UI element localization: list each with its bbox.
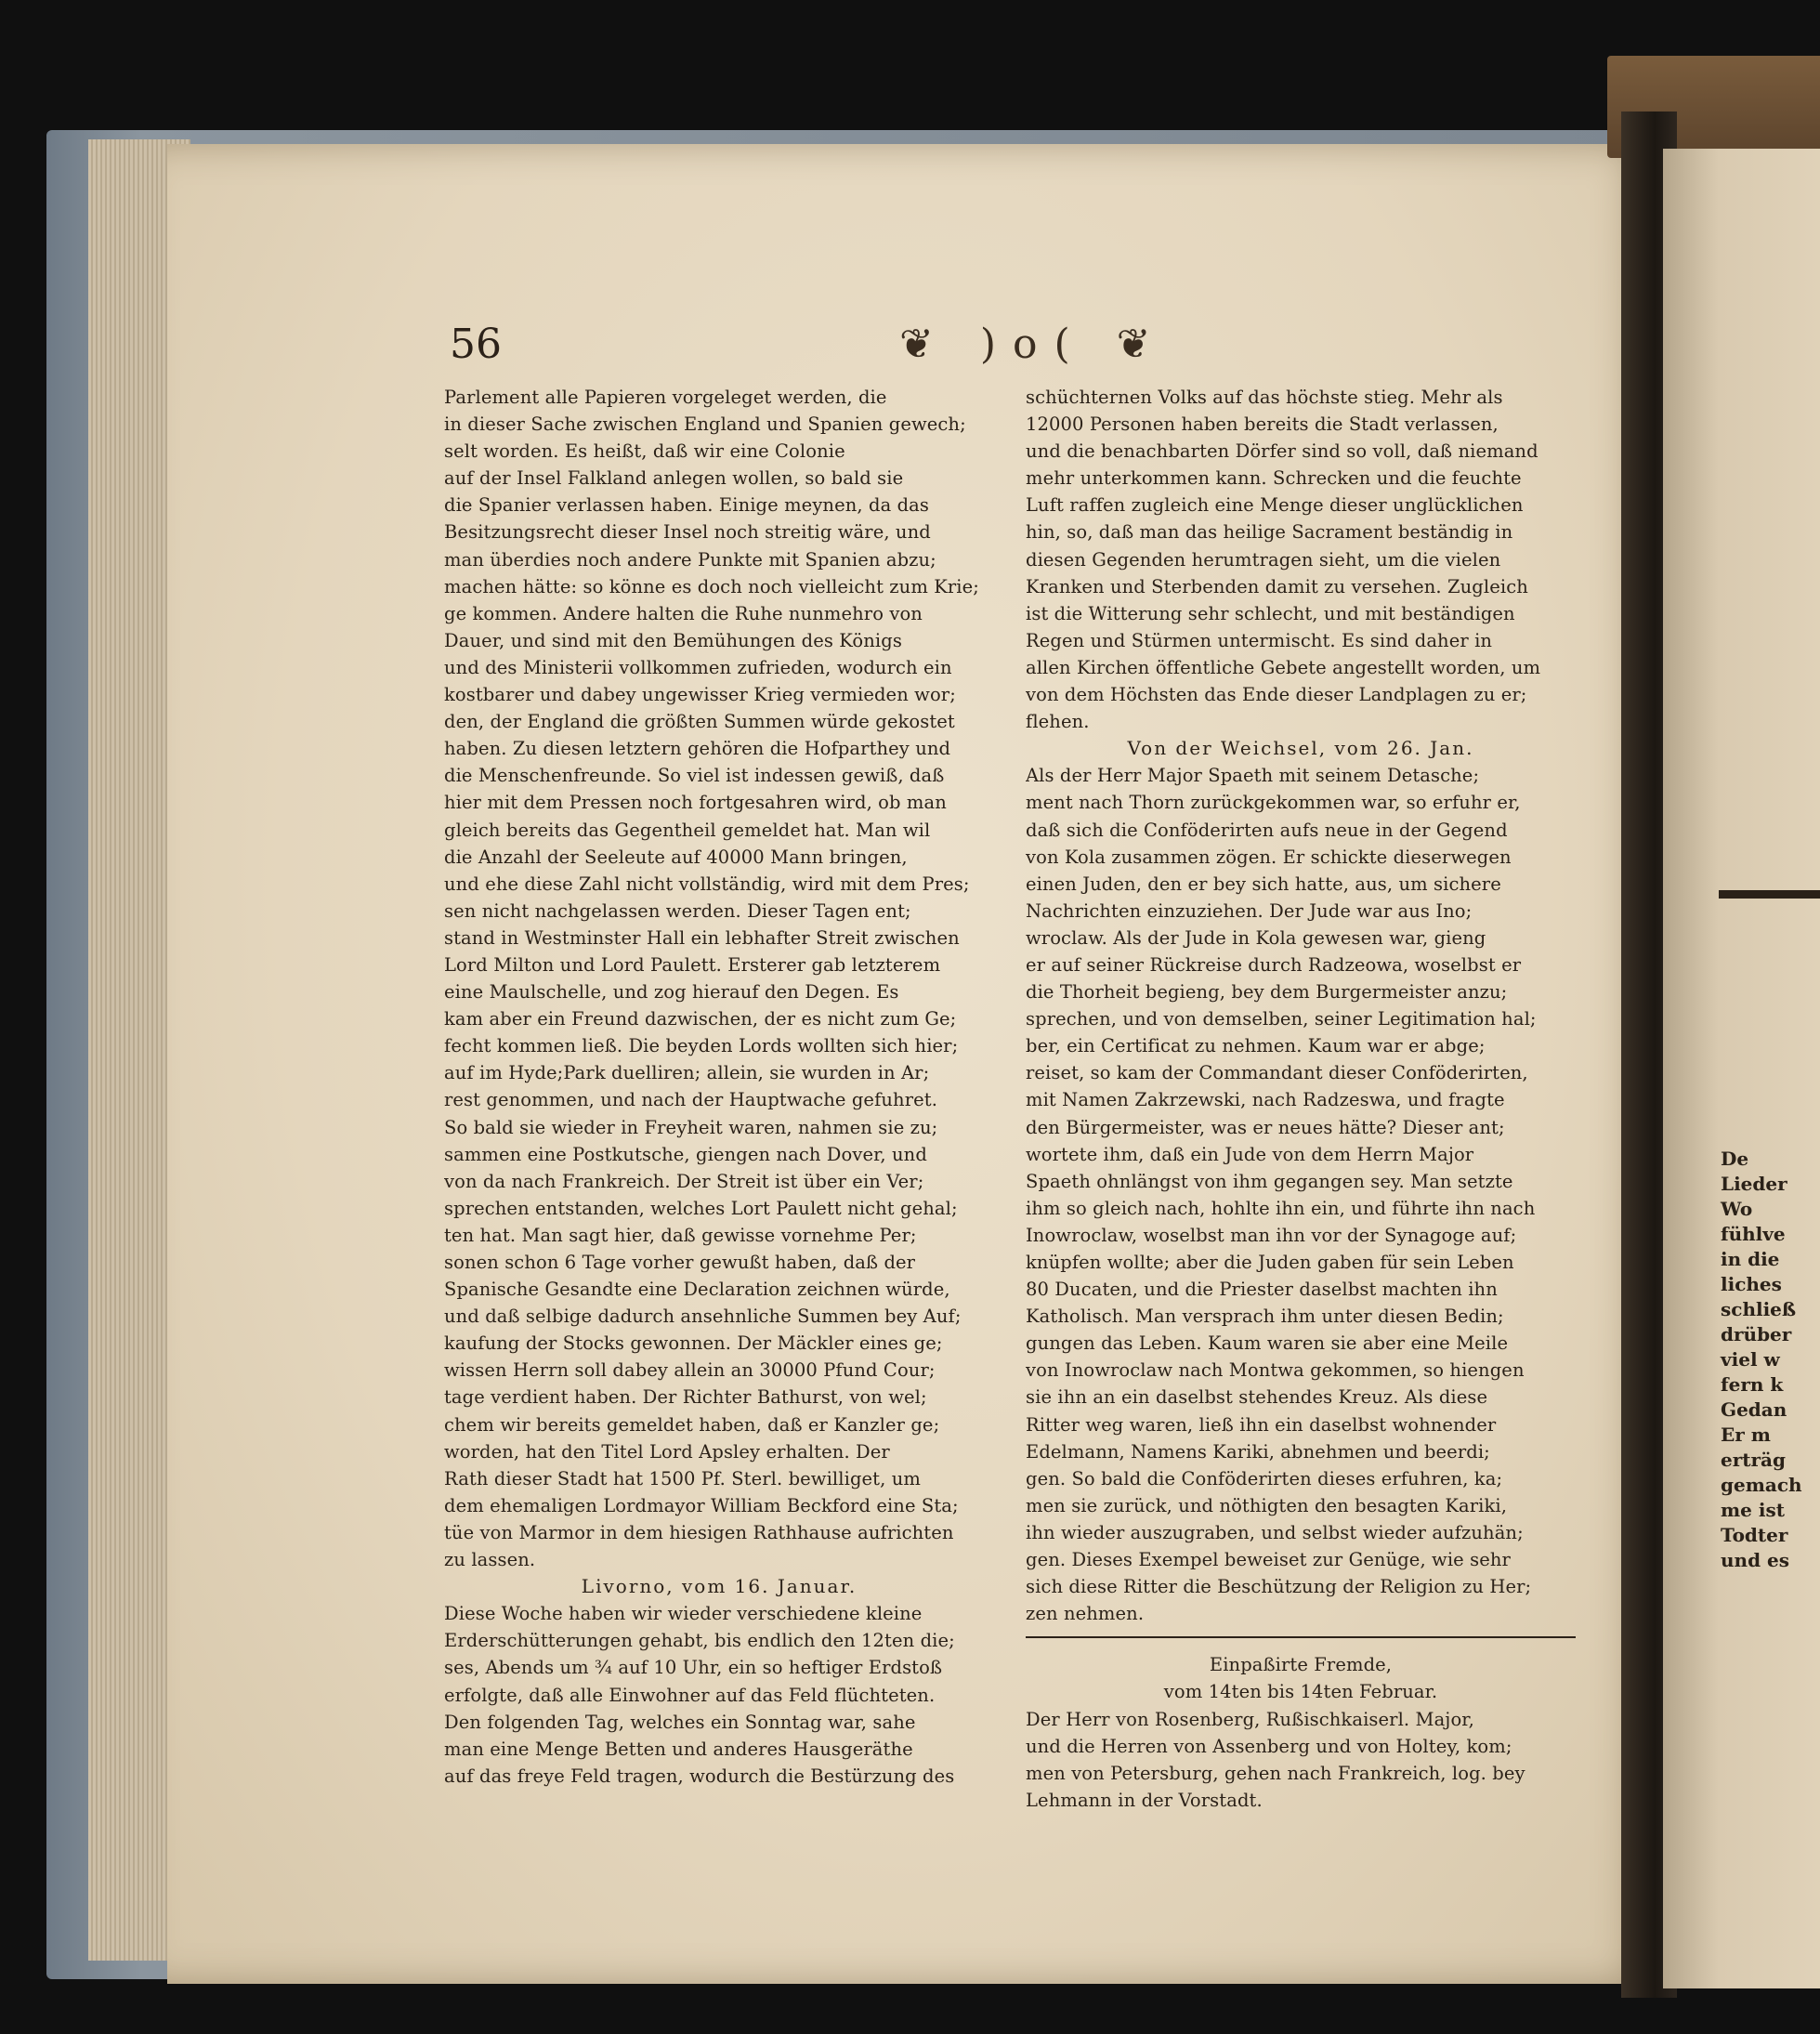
text-line: hier mit dem Pressen noch fortgesahren wird, ob man — [444, 792, 947, 814]
text-line: kostbarer und dabey ungewisser Krieg vermieden wor; — [444, 684, 956, 706]
text-line: schüchternen Volks auf das höchste stieg. Mehr als — [1026, 387, 1503, 408]
text-line: Den folgenden Tag, welches ein Sonntag war, sahe — [444, 1711, 916, 1733]
text-line: gungen das Leben. Kaum waren sie aber eine Meile — [1026, 1332, 1509, 1355]
text-line: men sie zurück, und nöthigten den besagten Kariki, — [1026, 1494, 1508, 1516]
fremde-list — [1026, 1706, 1576, 1814]
text-line: Luft raffen zugleich eine Menge dieser unglücklichen — [1026, 494, 1524, 517]
page-number: 56 — [450, 321, 502, 368]
text-line: ber, ein Certificat zu nehmen. Kaum war er abge; — [1026, 1035, 1486, 1057]
next-page-fragment: in die — [1721, 1248, 1780, 1270]
next-page-fragment: viel w — [1721, 1348, 1780, 1371]
next-page-fragment: liches — [1721, 1273, 1782, 1295]
next-page-fragment: Wo — [1721, 1198, 1753, 1220]
text-line: auf das freye Feld tragen, wodurch die Bestürzung des — [444, 1765, 955, 1787]
text-line: sonen schon 6 Tage vorher gewußt haben, daß der — [444, 1252, 916, 1273]
text-line: Spanische Gesandte eine Declaration zeichnen würde, — [444, 1279, 950, 1301]
right-column — [1026, 384, 1576, 1814]
london-report — [444, 384, 994, 1573]
text-line: die Spanier verlassen haben. Einige meynen, da das — [444, 494, 930, 517]
text-line: zu lassen. — [444, 1549, 536, 1571]
livorno-report-continued — [1026, 384, 1576, 735]
text-line: men von Petersburg, gehen nach Frankreich, log. bey — [1026, 1762, 1525, 1784]
text-line: ment nach Thorn zurückgekommen war, so erfuhr er, — [1026, 792, 1521, 814]
header-ornament: ❦ )o( ❦ — [899, 321, 1168, 368]
text-line: reiset, so kam der Commandant dieser Conföderirten, — [1026, 1062, 1528, 1084]
page-header — [444, 311, 1573, 386]
text-line: er auf seiner Rückreise durch Radzeowa, woselbst er — [1026, 953, 1522, 976]
text-line: von dem Höchsten das Ende dieser Landplagen zu er; — [1026, 684, 1527, 706]
next-page-fragment: fern k — [1721, 1373, 1784, 1396]
text-line: mit Namen Zakrzewski, nach Radzeswa, und fragte — [1026, 1089, 1505, 1111]
text-line: und daß selbige dadurch ansehnliche Summen bey Auf; — [444, 1306, 962, 1328]
text-line: sie ihn an ein daselbst stehendes Kreuz. Als diese — [1026, 1386, 1488, 1409]
text-line: Inowroclaw, woselbst man ihn vor der Synagoge auf; — [1026, 1224, 1517, 1246]
text-line: zen nehmen. — [1026, 1603, 1145, 1625]
text-line: Erderschütterungen gehabt, bis endlich den 12ten die; — [444, 1630, 955, 1652]
next-page-fragment: Todter — [1721, 1524, 1788, 1546]
weichsel-report — [1026, 762, 1576, 1627]
next-page-fragment: De — [1721, 1148, 1749, 1170]
text-line: Kranken und Sterbenden damit zu versehen. Zugleich — [1026, 575, 1528, 597]
text-line: flehen. — [1026, 711, 1090, 733]
text-line: die Anzahl der Seeleute auf 40000 Mann bringen, — [444, 846, 908, 868]
text-line: Ritter weg waren, ließ ihn ein daselbst wohnender — [1026, 1413, 1497, 1436]
text-line: So bald sie wieder in Freyheit waren, nahmen sie zu; — [444, 1116, 938, 1138]
text-line: ist die Witterung sehr schlecht, und mit beständigen — [1026, 602, 1515, 624]
text-line: Nachrichten einzuziehen. Der Jude war aus Ino; — [1026, 899, 1473, 922]
text-line: knüpfen wollte; aber die Juden gaben für sein Leben — [1026, 1252, 1514, 1273]
text-line: chem wir bereits gemeldet haben, daß er Kanzler ge; — [444, 1413, 940, 1436]
next-page-fragment: Gedan — [1721, 1398, 1787, 1421]
text-line: 80 Ducaten, und die Priester daselbst machten ihn — [1026, 1279, 1498, 1301]
text-line: wortete ihm, daß ein Jude von dem Herrn Major — [1026, 1143, 1474, 1165]
text-line: gleich bereits das Gegentheil gemeldet hat. Man wil — [444, 819, 931, 841]
text-line: ses, Abends um ¾ auf 10 Uhr, ein so heftiger Erdstoß — [444, 1657, 943, 1679]
text-line: sen nicht nachgelassen werden. Dieser Tagen ent; — [444, 899, 911, 922]
next-page-fragments — [1721, 1148, 1820, 1574]
text-line: wissen Herrn soll dabey allein an 30000 Pfund Cour; — [444, 1359, 936, 1382]
text-line: und des Ministerii vollkommen zufrieden, wodurch ein — [444, 656, 952, 678]
text-line: Rath dieser Stadt hat 1500 Pf. Sterl. bewilliget, um — [444, 1467, 921, 1489]
next-page-fragment: erträg — [1721, 1449, 1786, 1471]
text-line: Besitzungsrecht dieser Insel noch streitig wäre, und — [444, 521, 931, 544]
fremde-subtitle: vom 14ten bis 14ten Februar. — [1163, 1681, 1438, 1703]
text-line: Parlement alle Papieren vorgeleget werden, die — [444, 387, 887, 408]
text-line: von Kola zusammen zögen. Er schickte dieserwegen — [1026, 846, 1512, 868]
text-line: dem ehemaligen Lordmayor William Beckford eine Sta; — [444, 1494, 959, 1516]
text-line: daß sich die Conföderirten aufs neue in der Gegend — [1026, 819, 1508, 841]
text-line: man eine Menge Betten und anderes Hausgeräthe — [444, 1738, 913, 1760]
text-line: Als der Herr Major Spaeth mit seinem Detasche; — [1026, 765, 1480, 787]
text-line: allen Kirchen öffentliche Gebete angestellt worden, um — [1026, 656, 1541, 678]
text-line: Lord Milton und Lord Paulett. Ersterer gab letzterem — [444, 953, 941, 976]
text-line: tüe von Marmor in dem hiesigen Rathhause aufrichten — [444, 1521, 954, 1543]
text-line: in dieser Sache zwischen England und Spanien gewech; — [444, 413, 966, 436]
text-line: von Inowroclaw nach Montwa gekommen, so hiengen — [1026, 1359, 1525, 1382]
next-page-fragment: Lieder — [1721, 1173, 1787, 1195]
fremde-title: Einpaßirte Fremde, — [1209, 1654, 1393, 1676]
text-line: tage verdient haben. Der Richter Bathurst, von wel; — [444, 1386, 927, 1409]
text-line: stand in Westminster Hall ein lebhafter Streit zwischen — [444, 926, 960, 949]
text-line: erfolgte, daß alle Einwohner auf das Feld flüchteten. — [444, 1684, 936, 1706]
text-line: kaufung der Stocks gewonnen. Der Mäckler eines ge; — [444, 1332, 943, 1355]
text-line: eine Maulschelle, und zog hierauf den Degen. Es — [444, 981, 899, 1004]
text-line: auf der Insel Falkland anlegen wollen, so bald sie — [444, 467, 904, 490]
text-line: ten hat. Man sagt hier, daß gewisse vornehme Per; — [444, 1224, 917, 1246]
text-line: sprechen entstanden, welches Lort Paulett nicht gehal; — [444, 1197, 958, 1219]
text-line: Edelmann, Namens Kariki, abnehmen und beerdi; — [1026, 1440, 1490, 1463]
next-page-fragment: me ist — [1721, 1499, 1785, 1521]
text-line: diesen Gegenden herumtragen sieht, um die vielen — [1026, 548, 1501, 571]
livorno-heading: Livorno, vom 16. Januar. — [581, 1575, 858, 1598]
text-line: Der Herr von Rosenberg, Rußischkaiserl. Major, — [1026, 1708, 1474, 1730]
text-line: Katholisch. Man versprach ihm unter diesen Bedin; — [1026, 1306, 1504, 1328]
text-line: haben. Zu diesen letztern gehören die Hofparthey und — [444, 738, 951, 760]
text-line: Regen und Stürmen untermischt. Es sind daher in — [1026, 629, 1493, 651]
next-page-fragment: und es — [1721, 1549, 1790, 1571]
text-line: die Menschenfreunde. So viel ist indessen gewiß, daß — [444, 765, 945, 787]
text-line: auf im Hyde;Park duelliren; allein, sie wurden in Ar; — [444, 1062, 930, 1084]
text-line: ihm so gleich nach, hohlte ihn ein, und führte ihn nach — [1026, 1197, 1536, 1219]
text-line: sprechen, und von demselben, seiner Legitimation hal; — [1026, 1008, 1537, 1030]
text-line: gen. Dieses Exempel beweiset zur Genüge, wie sehr — [1026, 1549, 1511, 1571]
text-line: sammen eine Postkutsche, giengen nach Dover, und — [444, 1143, 927, 1165]
next-page-fragment: fühlve — [1721, 1223, 1786, 1245]
text-line: Spaeth ohnlängst von ihm gegangen sey. Man setzte — [1026, 1170, 1513, 1192]
livorno-report — [444, 1600, 994, 1790]
text-line: kam aber ein Freund dazwischen, der es nicht zum Ge; — [444, 1008, 957, 1030]
text-line: man überdies noch andere Punkte mit Spanien abzu; — [444, 548, 936, 571]
text-line: einen Juden, den er bey sich hatte, aus, um sichere — [1026, 873, 1501, 895]
left-column — [444, 384, 994, 1790]
text-line: von da nach Frankreich. Der Streit ist über ein Ver; — [444, 1170, 924, 1192]
next-page-fragment: Er m — [1721, 1424, 1771, 1446]
text-line: hin, so, daß man das heilige Sacrament beständig in — [1026, 521, 1513, 544]
text-line: mehr unterkommen kann. Schrecken und die feuchte — [1026, 467, 1522, 490]
next-page — [1663, 149, 1820, 1988]
page-text — [444, 311, 1573, 1811]
text-line: 12000 Personen haben bereits die Stadt verlassen, — [1026, 413, 1499, 436]
text-line: worden, hat den Titel Lord Apsley erhalten. Der — [444, 1440, 890, 1463]
text-line: gen. So bald die Conföderirten dieses erfuhren, ka; — [1026, 1467, 1503, 1489]
next-page-fragment: drüber — [1721, 1323, 1792, 1345]
text-line: und die Herren von Assenberg und von Holtey, kom; — [1026, 1735, 1512, 1757]
text-line: rest genommen, und nach der Hauptwache gefuhret. — [444, 1089, 938, 1111]
section-divider — [1026, 1636, 1576, 1638]
text-line: fecht kommen ließ. Die beyden Lords wollten sich hier; — [444, 1035, 959, 1057]
next-page-rule — [1719, 890, 1820, 899]
text-line: selt worden. Es heißt, daß wir eine Colonie — [444, 440, 845, 463]
text-line: sich diese Ritter die Beschützung der Religion zu Her; — [1026, 1576, 1532, 1598]
text-line: machen hätte: so könne es doch noch vielleicht zum Krie; — [444, 575, 979, 597]
text-line: und die benachbarten Dörfer sind so voll, daß niemand — [1026, 440, 1538, 463]
next-page-fragment: gemach — [1721, 1474, 1802, 1496]
text-line: ge kommen. Andere halten die Ruhe nunmehro von — [444, 602, 923, 624]
text-line: Diese Woche haben wir wieder verschiedene kleine — [444, 1603, 923, 1625]
weichsel-heading: Von der Weichsel, vom 26. Jan. — [1127, 737, 1474, 760]
text-line: wroclaw. Als der Jude in Kola gewesen war, gieng — [1026, 926, 1486, 949]
text-line: die Thorheit begieng, bey dem Burgermeister anzu; — [1026, 981, 1508, 1004]
text-line: und ehe diese Zahl nicht vollständig, wird mit dem Pres; — [444, 873, 970, 895]
text-line: ihn wieder auszugraben, und selbst wieder aufzuhän; — [1026, 1521, 1524, 1543]
text-line: Dauer, und sind mit den Bemühungen des Königs — [444, 629, 902, 651]
text-line: den, der England die größten Summen würde gekostet — [444, 711, 955, 733]
text-line: den Bürgermeister, was er neues hätte? Dieser ant; — [1026, 1116, 1505, 1138]
text-line: Lehmann in der Vorstadt. — [1026, 1789, 1263, 1811]
next-page-fragment: schließ — [1721, 1298, 1797, 1320]
